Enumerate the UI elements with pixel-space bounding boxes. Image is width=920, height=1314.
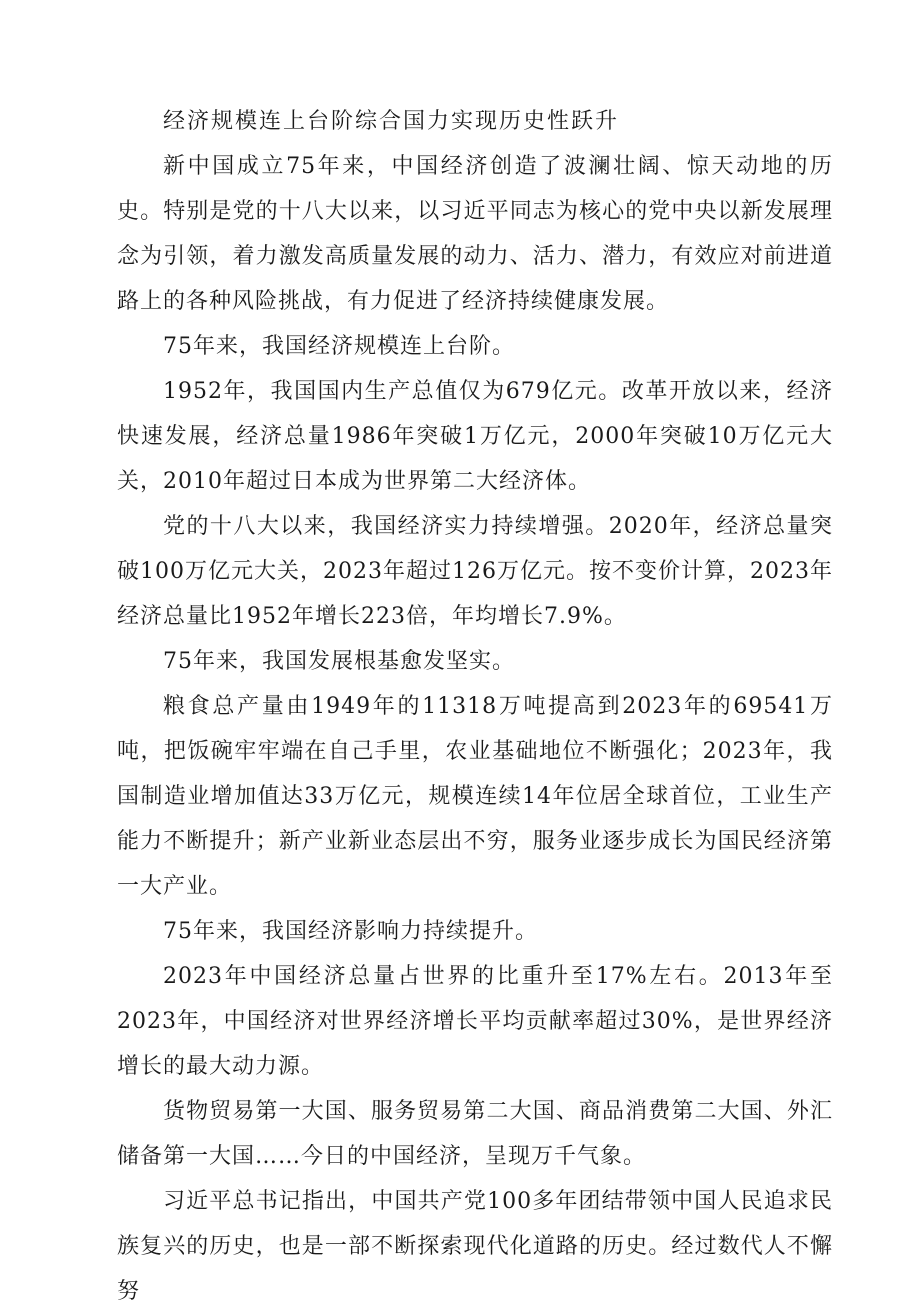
paragraph-intro: 新中国成立75年来，中国经济创造了波澜壮阔、惊天动地的历史。特别是党的十八大以来，以习近平同志为核心的党中央以新发展理念为引领，着力激发高质量发展的动力、活力、潜力，有效应对前进道路上的各种风险挑战，有力促进了经济持续健康发展。 [117,154,833,314]
paragraph-influence-heading: 75年来，我国经济影响力持续提升。 [163,919,538,944]
article-title: 经济规模连上台阶综合国力实现历史性跃升 [163,109,620,134]
paragraph-world-share: 2023年中国经济总量占世界的比重升至17%左右。2013年至2023年，中国经济对世界经济增长平均贡献率超过30%，是世界经济增长的最大动力源。 [117,964,833,1079]
paragraph-since-18th-congress: 党的十八大以来，我国经济实力持续增强。2020年，经济总量突破100万亿元大关，2023年超过126万亿元。按不变价计算，2023年经济总量比1952年增长223倍，年均增长7.9%。 [117,514,833,629]
paragraph-foundation-heading: 75年来，我国发展根基愈发坚实。 [163,649,515,674]
paragraph-1952-gdp: 1952年，我国国内生产总值仅为679亿元。改革开放以来，经济快速发展，经济总量1986年突破1万亿元，2000年突破10万亿元大关，2010年超过日本成为世界第二大经济体。 [117,379,833,494]
paragraph-scale-heading: 75年来，我国经济规模连上台阶。 [163,334,515,359]
paragraph-modernization: 习近平总书记指出，中国共产党100多年团结带领中国人民追求民族复兴的历史，也是一部不断探索现代化道路的历史。经过数代人不懈努 [117,1189,833,1304]
paragraph-trade-rankings: 货物贸易第一大国、服务贸易第二大国、商品消费第二大国、外汇储备第一大国……今日的中国经济，呈现万千气象。 [117,1099,833,1169]
article-body [117,100,833,1314]
paragraph-grain-manufacturing: 粮食总产量由1949年的11318万吨提高到2023年的69541万吨，把饭碗牢牢端在自己手里，农业基础地位不断强化；2023年，我国制造业增加值达33万亿元，规模连续14年位居全球首位，工业生产能力不断提升；新产业新业态层出不穷，服务业逐步成长为国民经济第一大产业。 [117,694,833,899]
